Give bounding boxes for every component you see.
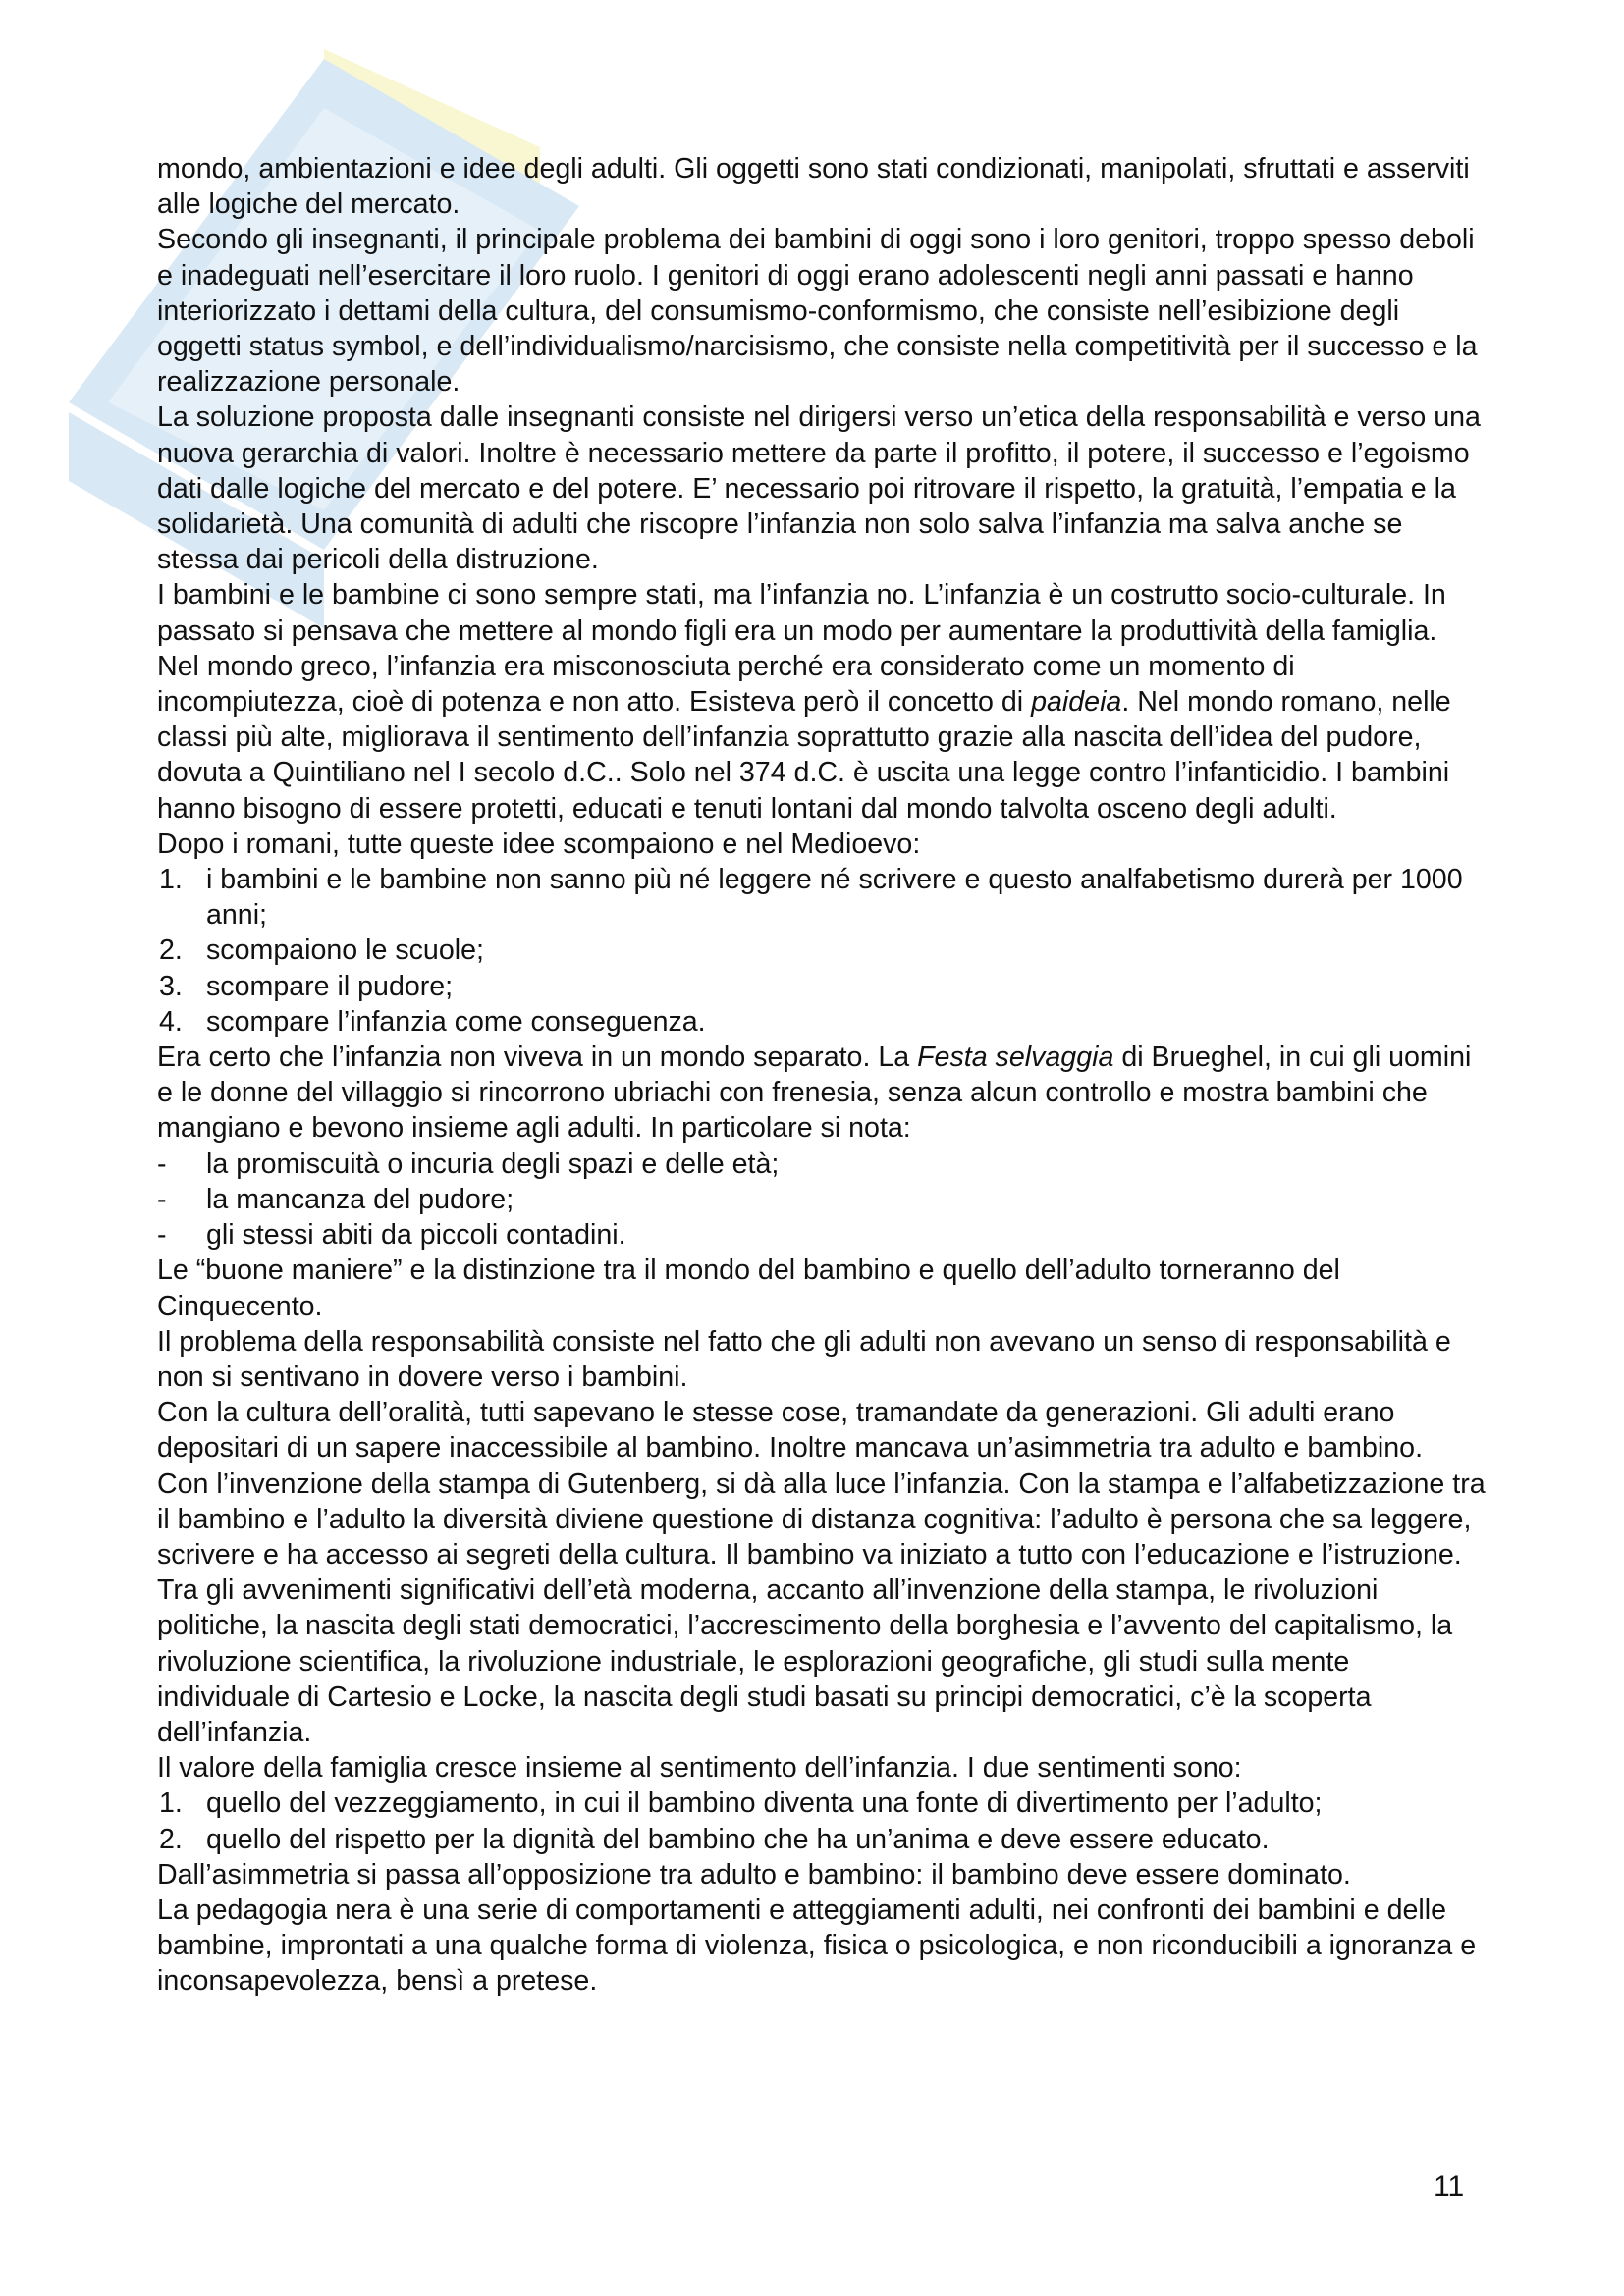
list-item: [157, 969, 1488, 1004]
list-item-text: quello del rispetto per la dignità del bambino che ha un’anima e deve essere educato.: [206, 1823, 1270, 1855]
paragraph: Secondo gli insegnanti, il principale problema dei bambini di oggi sono i loro genitori, troppo spesso deboli e inadeguati nell’esercitare il loro ruolo. I genitori di oggi erano adolescenti negli anni passati e hanno interiorizzato i dettami della cultura, del consumismo-conformismo, che consiste nell’esibizione degli oggetti status symbol, e dell’individualismo/narcisismo, che consiste nella competitività per il successo e la realizzazione personale.: [157, 224, 1478, 399]
list-item: [157, 862, 1488, 933]
paragraph: Dall’asimmetria si passa all’opposizione tra adulto e bambino: il bambino deve essere dominato.: [157, 1858, 1351, 1891]
list-item-text: scompare il pudore;: [206, 970, 454, 1002]
list-item: [157, 1004, 1488, 1040]
paragraph: [157, 1040, 1488, 1147]
italic-text: paideia: [1031, 686, 1122, 719]
bulleted-list: [157, 1147, 1488, 1254]
list-marker: 2.: [159, 934, 183, 967]
paragraph: [157, 649, 1488, 827]
paragraph: Dopo i romani, tutte queste idee scompaiono e nel Medioevo:: [157, 828, 921, 860]
paragraph: mondo, ambientazioni e idee degli adulti. Gli oggetti sono stati condizionati, manipolati, sfruttati e asserviti alle logiche del mercato.: [157, 153, 1470, 221]
list-marker: 1.: [159, 864, 183, 896]
list-item: [157, 1786, 1488, 1821]
list-item: [157, 1217, 1488, 1253]
paragraph: La pedagogia nera è una serie di comportamenti e atteggiamenti adulti, nei confronti dei bambini e delle bambine, improntati a una qualche forma di violenza, fisica o psicologica, e non riconducibili a ignoranza e inconsapevolezza, bensì a pretese.: [157, 1894, 1477, 1998]
italic-text: Festa selvaggia: [917, 1041, 1114, 1074]
list-item-text: quello del vezzeggiamento, in cui il bambino diventa una fonte di divertimento per l’adulto;: [206, 1788, 1323, 1820]
paragraph: Con la cultura dell’oralità, tutti sapevano le stesse cose, tramandate da generazioni. Gli adulti erano depositari di un sapere inaccessibile al bambino. Inoltre mancava un’asimmetria tra adulto e bambino.: [157, 1397, 1424, 1465]
list-item: [157, 933, 1488, 968]
paragraph: Il problema della responsabilità consiste nel fatto che gli adulti non avevano un senso di responsabilità e non si sentivano in dovere verso i bambini.: [157, 1325, 1451, 1393]
paragraph: La soluzione proposta dalle insegnanti consiste nel dirigersi verso un’etica della responsabilità e verso una nuova gerarchia di valori. Inoltre è necessario mettere da parte il profitto, il potere, il successo e l’egoismo dati dalle logiche del mercato e del potere. E’ necessario poi ritrovare il rispetto, la gratuità, l’empatia e la solidarietà. Una comunità di adulti che riscopre l’infanzia non solo salva l’infanzia ma salva anche se stessa dai pericoli della distruzione.: [157, 401, 1481, 576]
list-item-text: i bambini e le bambine non sanno più né leggere né scrivere e questo analfabetismo durerà per 1000 anni;: [206, 864, 1463, 932]
list-marker: 3.: [159, 970, 183, 1002]
page-number: 11: [1434, 2170, 1465, 2203]
list-marker: -: [157, 1148, 167, 1180]
list-marker: 2.: [159, 1823, 183, 1855]
list-item: [157, 1822, 1488, 1857]
text-run: Nel mondo greco, l’infanzia era misconosciuta perché era considerato come un momento di incompiutezza, cioè di potenza e non atto. Esisteva però il concetto di: [157, 650, 1295, 719]
list-item-text: gli stessi abiti da piccoli contadini.: [206, 1219, 626, 1252]
list-item-text: la promiscuità o incuria degli spazi e delle età;: [206, 1148, 780, 1180]
list-item-text: la mancanza del pudore;: [206, 1183, 514, 1215]
list-item-text: scompare l’infanzia come conseguenza.: [206, 1005, 706, 1038]
list-marker: 1.: [159, 1788, 183, 1820]
paragraph: Con l’invenzione della stampa di Gutenberg, si dà alla luce l’infanzia. Con la stampa e l’alfabetizzazione tra il bambino e l’adulto la diversità diviene questione di distanza cognitiva: l’adulto è persona che sa leggere, scrivere e ha accesso ai segreti della cultura. Il bambino va iniziato a tutto con l’educazione e l’istruzione.: [157, 1468, 1486, 1571]
paragraph: Il valore della famiglia cresce insieme al sentimento dell’infanzia. I due sentimenti sono:: [157, 1752, 1242, 1785]
numbered-list: [157, 862, 1488, 1040]
list-item-text: scompaiono le scuole;: [206, 934, 484, 967]
list-marker: 4.: [159, 1005, 183, 1038]
paragraph: I bambini e le bambine ci sono sempre stati, ma l’infanzia no. L’infanzia è un costrutto socio-culturale. In passato si pensava che mettere al mondo figli era un modo per aumentare la produttività della famiglia.: [157, 579, 1446, 647]
paragraph: Le “buone maniere” e la distinzione tra il mondo del bambino e quello dell’adulto torneranno del Cinquecento.: [157, 1255, 1340, 1322]
list-marker: -: [157, 1219, 167, 1252]
numbered-list: [157, 1786, 1488, 1856]
text-run: di Brueghel, in cui gli uomini e le donne del villaggio si rincorrono ubriachi con frenesia, senza alcun controllo e mostra bambini che mangiano e bevono insieme agli adulti. In particolare si nota:: [157, 1041, 1472, 1145]
text-run: . Nel mondo romano, nelle classi più alte, migliorava il sentimento dell’infanzia soprattutto grazie alla nascita dell’idea del pudore, dovuta a Quintiliano nel I secolo d.C.. Solo nel 374 d.C. è uscita una legge contro l’infanticidio. I bambini hanno bisogno di essere protetti, educati e tenuti lontani dal mondo talvolta osceno degli adulti.: [157, 686, 1451, 825]
document-page: [157, 151, 1488, 2000]
list-marker: -: [157, 1183, 167, 1215]
text-run: Era certo che l’infanzia non viveva in un mondo separato. La: [157, 1041, 918, 1074]
list-item: [157, 1182, 1488, 1217]
list-item: [157, 1147, 1488, 1182]
paragraph: Tra gli avvenimenti significativi dell’età moderna, accanto all’invenzione della stampa, le rivoluzioni politiche, la nascita degli stati democratici, l’accrescimento della borghesia e l’avvento del capitalismo, la rivoluzione scientifica, la rivoluzione industriale, le esplorazioni geografiche, gli studi sulla mente individuale di Cartesio e Locke, la nascita degli studi basati su principi democratici, c’è la scoperta dell’infanzia.: [157, 1575, 1453, 1748]
